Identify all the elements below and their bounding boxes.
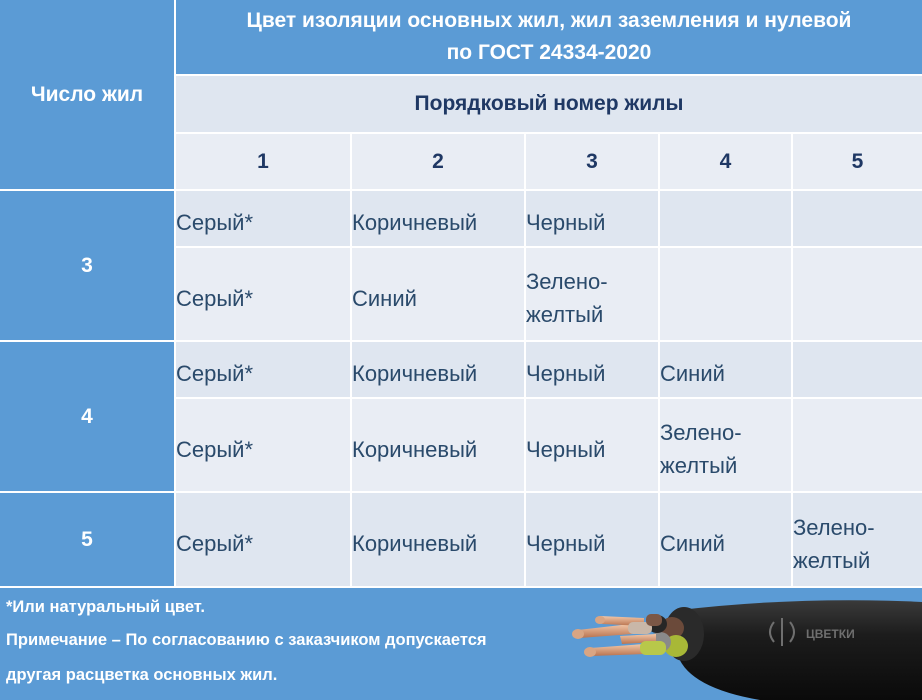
table-cell: [176, 399, 350, 491]
cell-text: Зелено-: [660, 420, 742, 445]
cell-text: Коричневый: [352, 436, 478, 462]
cell-text: Синий: [660, 361, 725, 386]
cell-text: желтый: [660, 453, 738, 478]
cell-text: желтый: [526, 302, 604, 327]
table-cell: [793, 493, 922, 586]
row-group-label: 5: [0, 493, 174, 586]
cell-text: Синий: [660, 531, 725, 556]
table-cell: [660, 399, 791, 491]
cell-text: Черный: [526, 210, 606, 235]
cell-text: Синий: [352, 285, 417, 311]
table-cell: [660, 191, 791, 246]
table-title: [176, 0, 922, 74]
table-cell: [176, 191, 350, 246]
cable-brand-text: ЦВЕТКИ: [806, 627, 855, 641]
cell-text: Черный: [526, 531, 606, 556]
table-cell: [176, 493, 350, 586]
table-cell: [526, 493, 658, 586]
core-count-label: Число жил: [30, 82, 144, 106]
table-title-line1: Цвет изоляции основных жил, жил заземления и нулевой: [246, 9, 852, 32]
subheader-label: Порядковый номер жилы: [414, 92, 684, 115]
table-cell: [526, 191, 658, 246]
cell-text: Черный: [526, 436, 606, 462]
table-cell: [660, 342, 791, 397]
column-header-core-5: 5: [793, 134, 922, 189]
column-header-core-2: 2: [352, 134, 524, 189]
column-header-core-1: 1: [176, 134, 350, 189]
cell-text: Зелено-: [526, 269, 608, 294]
cable-image: [560, 588, 922, 700]
subheader-core-order: [176, 76, 922, 132]
table-cell: [352, 493, 524, 586]
table-cell: [793, 399, 922, 491]
table-cell: [793, 248, 922, 340]
cell-text: Серый*: [176, 285, 254, 311]
table-cell: [660, 493, 791, 586]
table-cell: [793, 191, 922, 246]
column-header-core-count: [0, 0, 174, 189]
row-group-label: 3: [0, 191, 174, 340]
table-cell: [176, 342, 350, 397]
cell-text: Коричневый: [352, 531, 478, 556]
footnote-natural-color: *Или натуральный цвет.: [6, 598, 205, 616]
note-line-1: Примечание – По согласованию с заказчиком допускается: [6, 631, 487, 649]
cell-text: Коричневый: [352, 361, 478, 386]
table-title-line2: по ГОСТ 24334-2020: [446, 41, 652, 64]
cell-text: Коричневый: [352, 210, 478, 235]
cell-text: Серый*: [176, 531, 254, 556]
cell-text: Зелено-: [793, 514, 875, 540]
row-group-label: 4: [0, 342, 174, 491]
table-cell: [352, 342, 524, 397]
cell-text: Серый*: [176, 361, 254, 386]
table-cell: [526, 248, 658, 340]
cell-text: Серый*: [176, 210, 254, 235]
table-cell: [352, 399, 524, 491]
note-line-2: другая расцветка основных жил.: [6, 666, 278, 684]
table-cell: [660, 248, 791, 340]
table-cell: [793, 342, 922, 397]
column-header-core-4: 4: [660, 134, 791, 189]
table-cell: [352, 191, 524, 246]
cell-text: желтый: [793, 547, 871, 573]
cell-text: Черный: [526, 361, 606, 386]
table-cell: [176, 248, 350, 340]
table-cell: [526, 399, 658, 491]
table-cell: [352, 248, 524, 340]
footer-notes: [0, 588, 922, 700]
table-cell: [526, 342, 658, 397]
cell-text: Серый*: [176, 436, 254, 462]
column-header-core-3: 3: [526, 134, 658, 189]
